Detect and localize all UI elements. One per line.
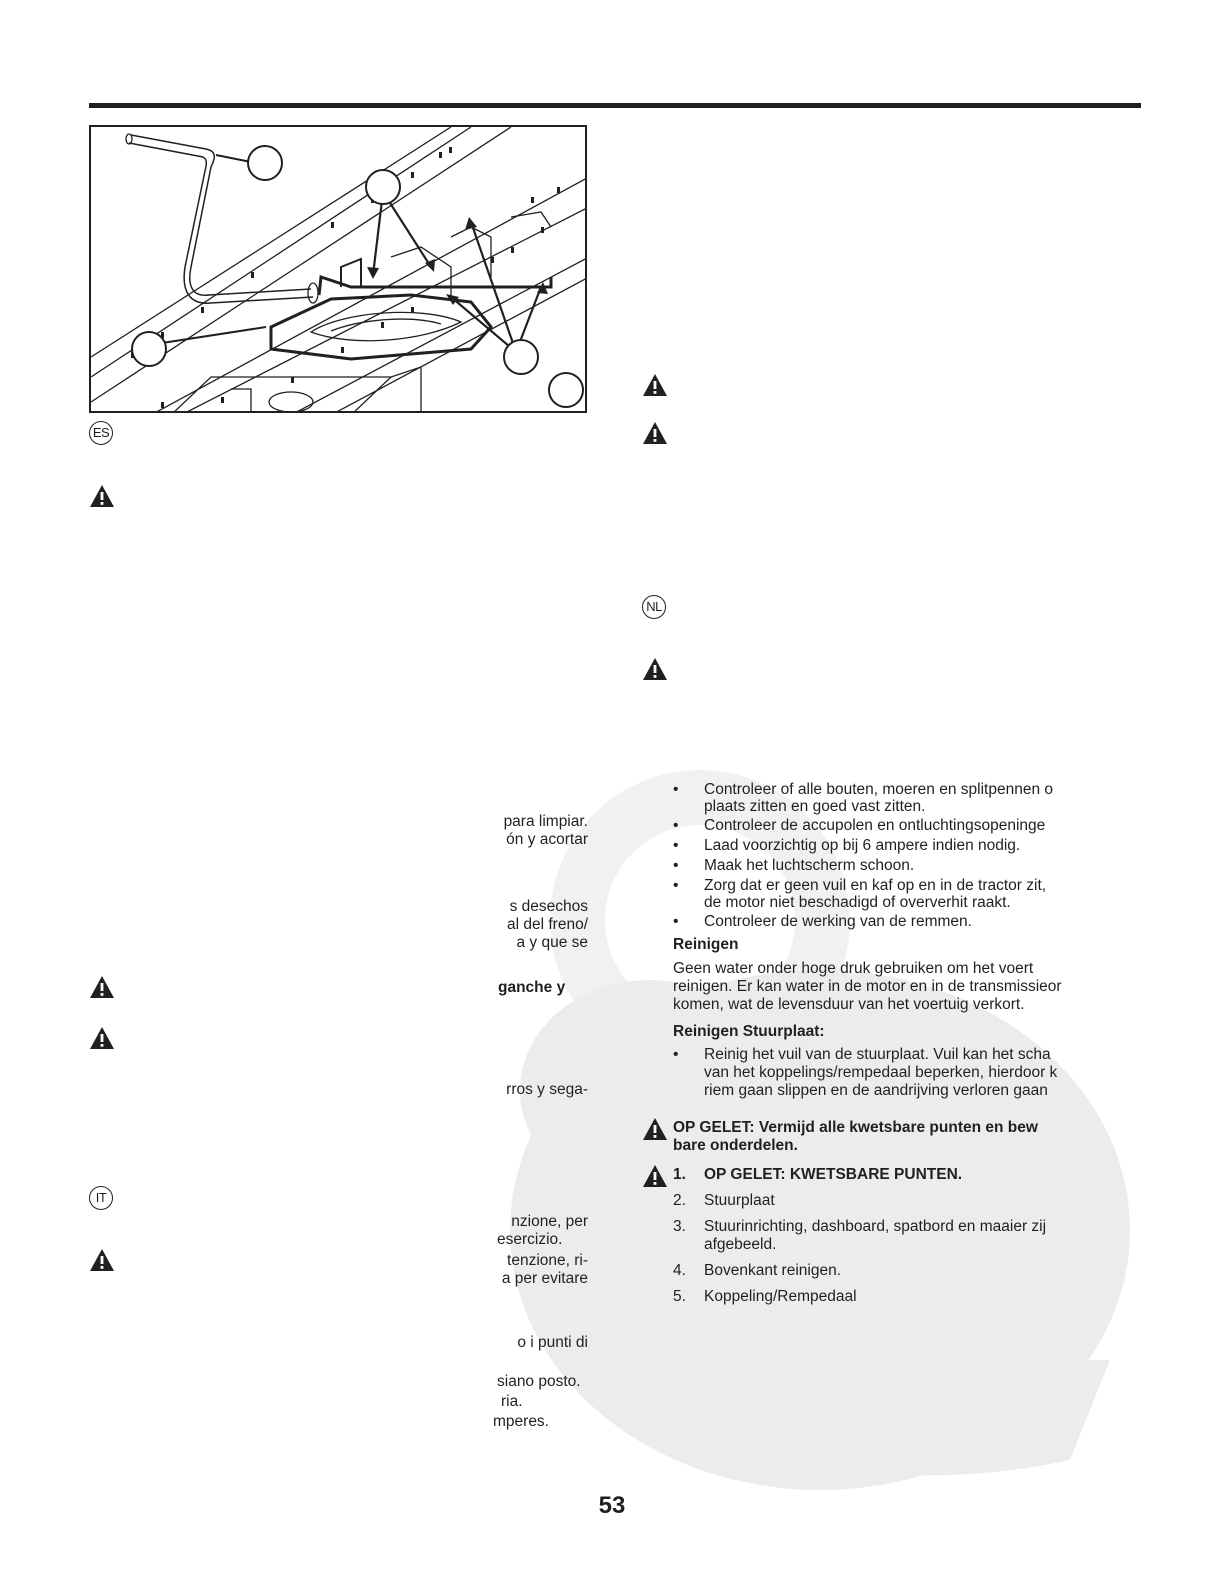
warning-icon <box>642 1117 668 1141</box>
figure-legend <box>673 1166 1113 1314</box>
list-item: • Zorg dat er geen vuil en kaf op en in de tractor zit, de motor niet beschadigd of oververhit raakt. <box>673 877 1047 911</box>
list-item: • Controleer de accupolen en ontluchtingsopeninge <box>673 817 1046 834</box>
es-bold-fragment: ganche y <box>498 979 566 996</box>
warning-icon <box>642 1164 668 1188</box>
cleaning-paragraph-line: komen, wat de levensduur van het voertuig verkort. <box>673 996 1025 1013</box>
it-text-fragment: ria. <box>501 1393 523 1410</box>
warning-icon <box>642 657 668 681</box>
warning-icon <box>89 975 115 999</box>
callout-circle <box>504 340 538 374</box>
list-item: • Controleer of alle bouten, moeren en splitpennen o plaats zitten en goed vast zitten. <box>673 781 1053 815</box>
language-badge-es: ES <box>89 421 113 445</box>
warning-icon <box>642 421 668 445</box>
warning-icon <box>89 484 115 508</box>
callout-circle <box>549 373 583 407</box>
figure-drawing <box>91 127 587 413</box>
it-text-fragment: esercizio. <box>497 1231 563 1248</box>
es-text-fragment: a y que se <box>516 934 588 951</box>
list-item: • Laad voorzichtig op bij 6 ampere indien nodig. <box>673 837 1021 854</box>
es-text-fragment: para limpiar. <box>503 813 588 830</box>
legend-item: 4. Bovenkant reinigen. <box>673 1262 842 1279</box>
list-item: • Reinig het vuil van de stuurplaat. Vuil kan het scha van het koppelings/rempedaal beperken, hierdoor k riem gaan slippen en de aandrijving verloren gaan <box>673 1046 1058 1099</box>
steering-plate-list <box>673 1046 1113 1100</box>
list-item: • Controleer de werking van de remmen. <box>673 913 972 930</box>
it-text-fragment: o i punti di <box>517 1334 588 1351</box>
warning-icon <box>89 1026 115 1050</box>
nl-checklist <box>673 780 1113 932</box>
es-text-fragment: al del freno/ <box>507 916 588 933</box>
top-rule <box>89 103 1141 108</box>
steering-plate-heading: Reinigen Stuurplaat: <box>673 1023 825 1040</box>
legend-item: 2. Stuurplaat <box>673 1192 775 1209</box>
warning-icon <box>642 373 668 397</box>
caution-text: OP GELET: Vermijd alle kwetsbare punten en bew <box>673 1119 1038 1136</box>
it-text-fragment: mperes. <box>493 1413 549 1430</box>
es-text-fragment: ón y acortar <box>506 831 588 848</box>
language-badge-nl: NL <box>642 595 666 619</box>
list-item: • Maak het luchtscherm schoon. <box>673 857 915 874</box>
callout-circle <box>366 170 400 204</box>
it-text-fragment: nzione, per <box>511 1213 588 1230</box>
legend-item: 1. OP GELET: KWETSBARE PUNTEN. <box>673 1166 963 1183</box>
caution-text: bare onderdelen. <box>673 1137 798 1154</box>
cleaning-paragraph-line: reinigen. Er kan water in de motor en in de transmissieor <box>673 978 1062 995</box>
language-badge-it: IT <box>89 1186 113 1210</box>
page-number: 53 <box>598 1492 626 1519</box>
it-text-fragment: tenzione, ri- <box>507 1252 588 1269</box>
es-text-fragment: rros y sega- <box>506 1081 588 1098</box>
nl-maintenance-section <box>673 780 1113 1100</box>
cleaning-heading: Reinigen <box>673 936 739 953</box>
legend-item: 3. Stuurinrichting, dashboard, spatbord en maaier zij afgebeeld. <box>673 1218 1047 1253</box>
warning-icon <box>89 1248 115 1272</box>
it-text-fragment: a per evitare <box>501 1270 588 1287</box>
callout-circle <box>132 332 166 366</box>
callout-circle <box>248 146 282 180</box>
es-text-fragment: s desechos <box>509 898 588 915</box>
steering-plate-figure <box>89 125 587 413</box>
cleaning-paragraph-line: Geen water onder hoge druk gebruiken om het voert <box>673 960 1034 977</box>
legend-item: 5. Koppeling/Rempedaal <box>673 1288 857 1305</box>
it-text-fragment: siano posto. <box>497 1373 581 1390</box>
